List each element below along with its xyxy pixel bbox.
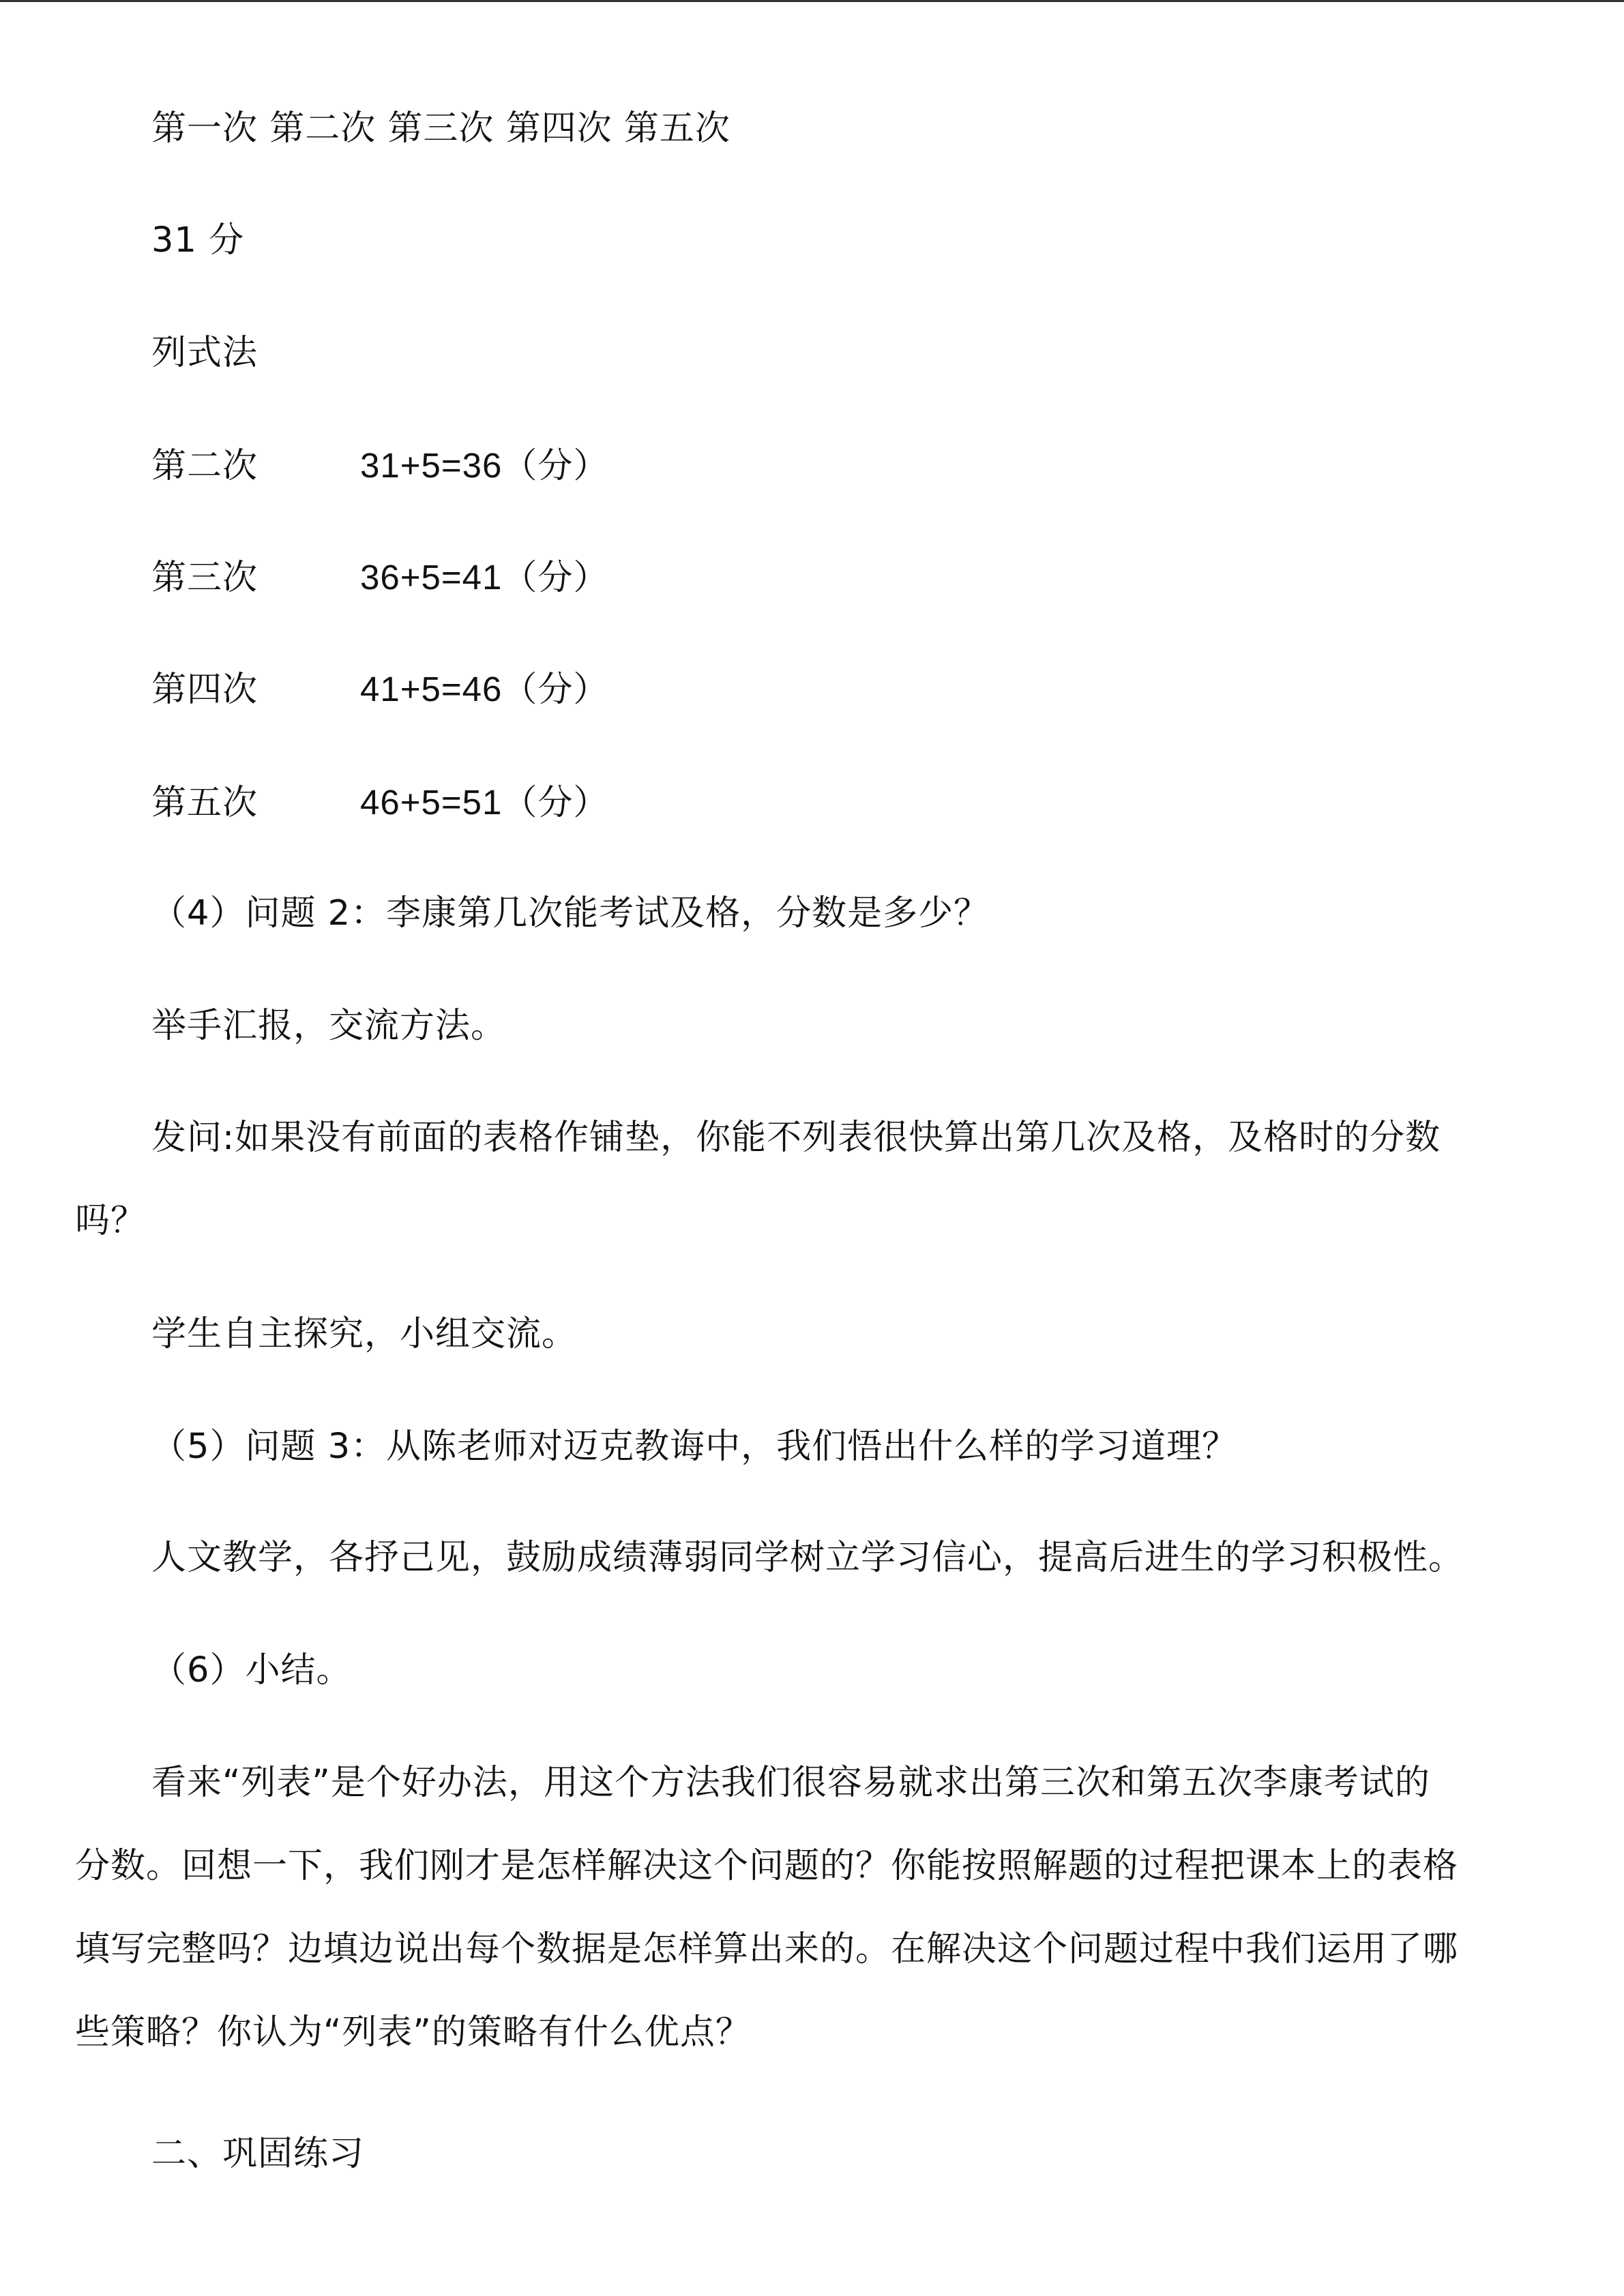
attempts-header: 第一次 第二次 第三次 第四次 第五次 [151, 108, 730, 149]
formula-label: 第四次 [151, 670, 259, 710]
formula-expression: 31+5=36（分） [360, 446, 609, 485]
ask-paragraph-line-2: 吗？ [75, 1201, 147, 1241]
first-score: 31 分 [151, 220, 245, 260]
formula-label: 第五次 [151, 783, 259, 823]
formula-row [151, 556, 608, 600]
raise-hands-text: 举手汇报，交流方法。 [151, 1006, 507, 1046]
formula-label: 第二次 [151, 446, 259, 486]
question-3: （5）问题 3：从陈老师对迈克教诲中，我们悟出什么样的学习道理？ [151, 1427, 1238, 1467]
explore-text: 学生自主探究，小组交流。 [151, 1314, 578, 1354]
formula-expression: 46+5=51（分） [360, 783, 609, 822]
summary-paragraph-line-2: 分数。回想一下，我们刚才是怎样解决这个问题的？你能按照解题的过程把课本上的表格 [75, 1846, 1459, 1886]
method-heading: 列式法 [151, 333, 259, 373]
humanities-text: 人文教学，各抒己见，鼓励成绩薄弱同学树立学习信心，提高后进生的学习积极性。 [151, 1538, 1464, 1578]
formula-expression: 36+5=41（分） [360, 558, 609, 597]
formula-row [151, 444, 608, 488]
summary-heading: （6）小结。 [151, 1650, 352, 1690]
summary-paragraph-line-1: 看来“列表”是个好办法，用这个方法我们很容易就求出第三次和第五次李康考试的 [151, 1763, 1430, 1803]
section-heading: 二、巩固练习 [151, 2134, 365, 2174]
formula-row [151, 668, 608, 712]
formula-label: 第三次 [151, 558, 259, 598]
question-2: （4）问题 2：李康第几次能考试及格，分数是多少？ [151, 893, 990, 934]
formula-row [151, 781, 608, 825]
summary-paragraph-line-4: 些策略？你认为“列表”的策略有什么优点？ [75, 2012, 751, 2053]
formula-expression: 41+5=46（分） [360, 670, 609, 709]
ask-paragraph-line-1: 发问:如果没有前面的表格作铺垫，你能不列表很快算出第几次及格，及格时的分数 [151, 1118, 1441, 1158]
summary-paragraph-line-3: 填写完整吗？边填边说出每个数据是怎样算出来的。在解决这个问题过程中我们运用了哪 [75, 1929, 1459, 1969]
